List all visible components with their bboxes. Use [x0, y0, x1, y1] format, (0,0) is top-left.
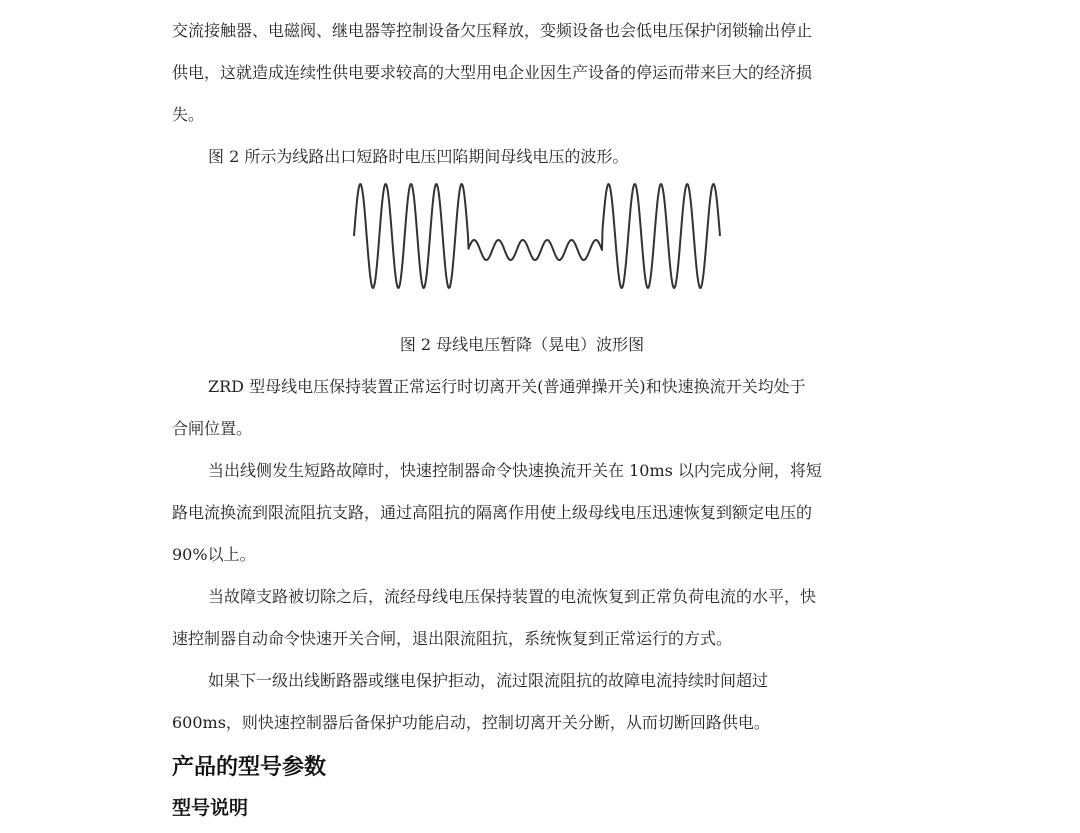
- paragraph-line: 交流接触器、电磁阀、继电器等控制设备欠压释放，变频设备也会低电压保护闭锁输出停止: [172, 21, 813, 40]
- paragraph-line: 600ms，则快速控制器后备保护功能启动，控制切离开关分断，从而切断回路供电。: [172, 713, 770, 732]
- voltage-sag-waveform-graphic: [350, 178, 722, 324]
- document-page: [172, 0, 872, 826]
- section-heading: 产品的型号参数: [172, 755, 327, 780]
- paragraph-line: 失。: [172, 105, 205, 124]
- waveform-figure: [172, 178, 872, 324]
- paragraph-line: 供电，这就造成连续性供电要求较高的大型用电企业因生产设备的停运而带来巨大的经济损: [172, 63, 813, 82]
- paragraph-line: 速控制器自动命令快速开关合闸，退出限流阻抗，系统恢复到正常运行的方式。: [172, 629, 733, 648]
- waveform-line: [354, 184, 720, 288]
- paragraph-line: ZRD 型母线电压保持装置正常运行时切离开关(普通弹操开关)和快速换流开关均处于: [208, 377, 806, 396]
- subsection-heading: 型号说明: [172, 797, 249, 819]
- paragraph-line: 90%以上。: [172, 545, 256, 564]
- paragraph-line: 如果下一级出线断路器或继电保护拒动，流过限流阻抗的故障电流持续时间超过: [208, 671, 769, 690]
- paragraph-line: 当出线侧发生短路故障时，快速控制器命令快速换流开关在 10ms 以内完成分闸，将短: [208, 461, 822, 480]
- paragraph-line: 当故障支路被切除之后，流经母线电压保持装置的电流恢复到正常负荷电流的水平，快: [208, 587, 817, 606]
- paragraph-line: 路电流换流到限流阻抗支路，通过高阻抗的隔离作用使上级母线电压迅速恢复到额定电压的: [172, 503, 813, 522]
- figure-caption: 图 2 母线电压暂降（晃电）波形图: [399, 335, 645, 354]
- paragraph-line: 合闸位置。: [172, 419, 253, 438]
- paragraph-line: 图 2 所示为线路出口短路时电压凹陷期间母线电压的波形。: [208, 147, 629, 166]
